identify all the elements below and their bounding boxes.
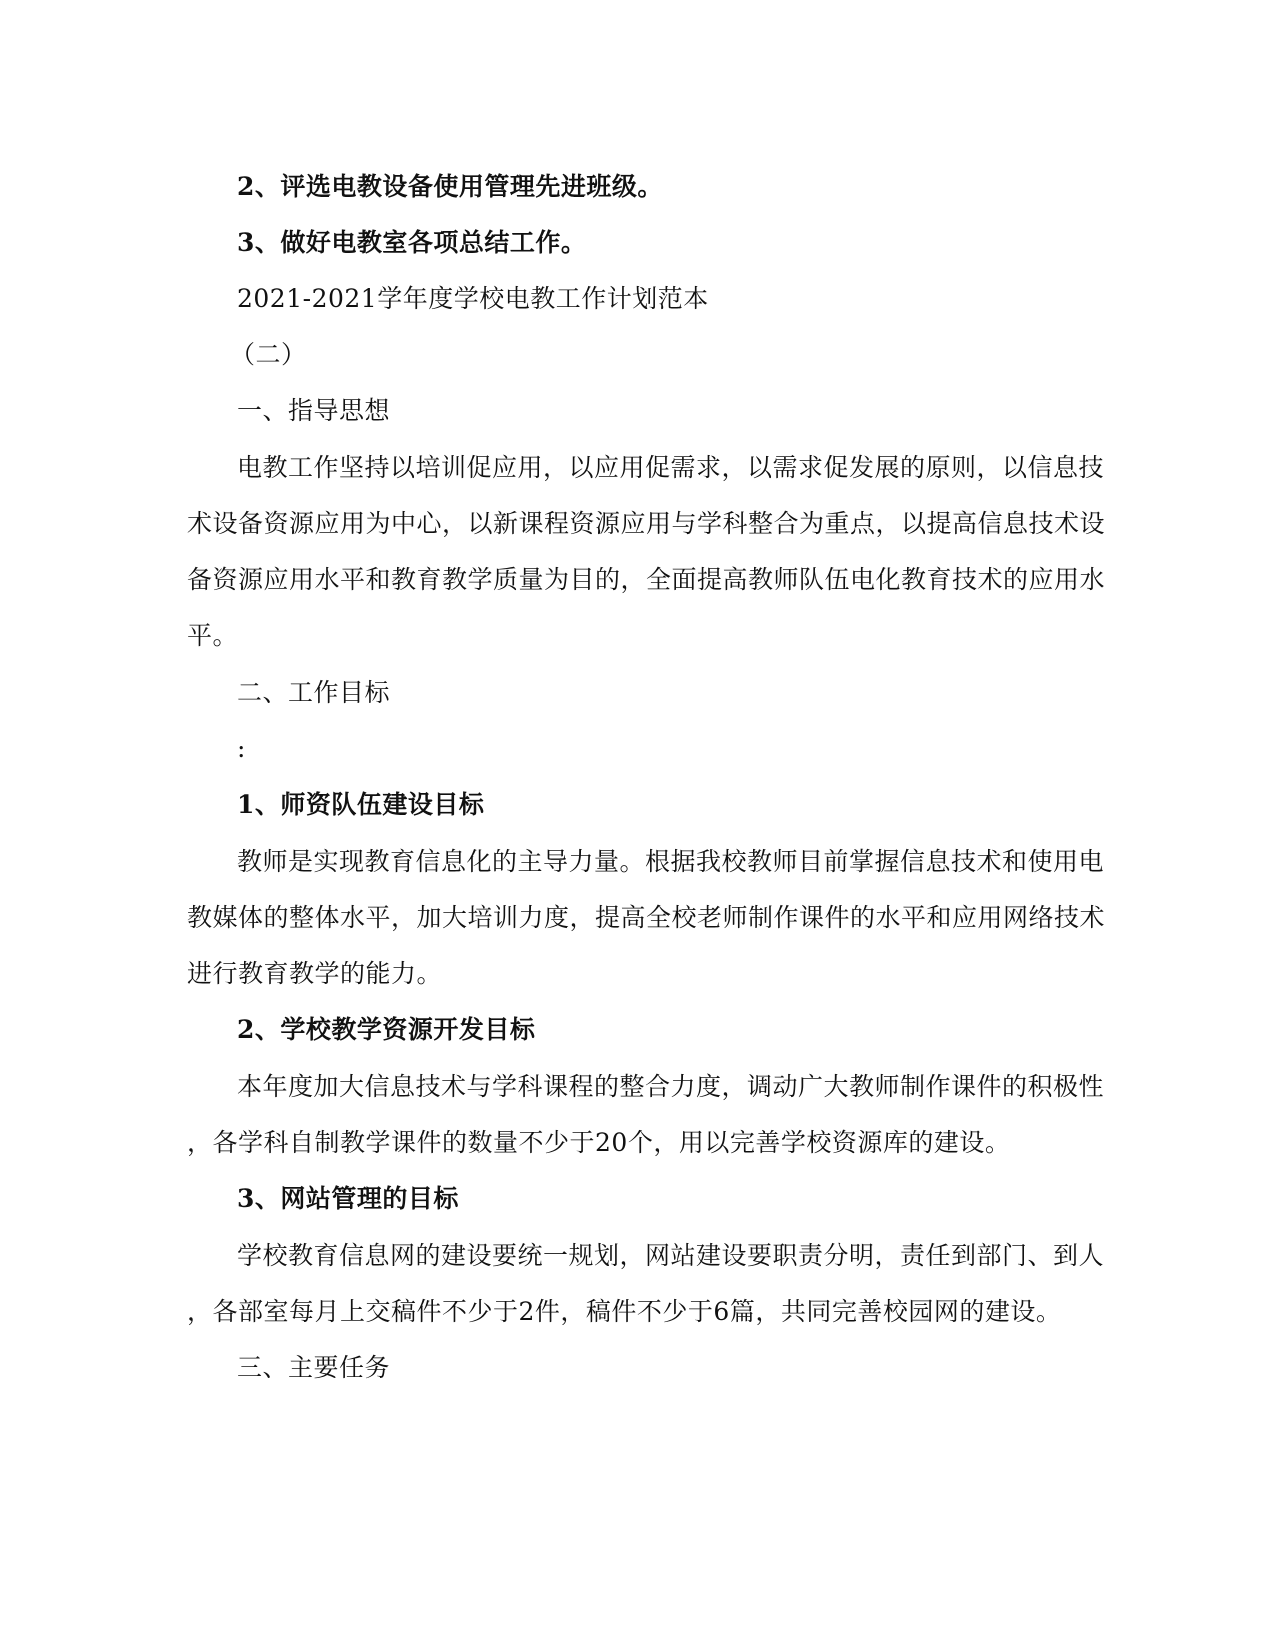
paragraph-line: 平。 <box>187 621 239 650</box>
list-item-select-advanced-class: 2、评选电教设备使用管理先进班级。 <box>237 172 663 201</box>
section-heading-main-tasks: 三、主要任务 <box>237 1353 391 1382</box>
paragraph-line: 学校教育信息网的建设要统一规划，网站建设要职责分明，责任到部门、到人 <box>237 1241 1105 1270</box>
paragraph-line: 备资源应用水平和教育教学质量为目的，全面提高教师队伍电化教育技术的应用水 <box>187 565 1106 594</box>
paragraph-line: ，各学科自制教学课件的数量不少于20个，用以完善学校资源库的建设。 <box>187 1128 1011 1157</box>
colon-line: : <box>237 734 246 763</box>
section-heading-guiding-ideology: 一、指导思想 <box>237 396 391 425</box>
paragraph-line: 进行教育教学的能力。 <box>187 959 443 988</box>
section-heading-work-goals: 二、工作目标 <box>237 678 391 707</box>
subheading-teacher-team-goal: 1、师资队伍建设目标 <box>237 790 485 819</box>
document-subtitle: （二） <box>230 340 307 369</box>
paragraph-line: ，各部室每月上交稿件不少于2件，稿件不少于6篇，共同完善校园网的建设。 <box>187 1297 1062 1326</box>
paragraph-line: 教师是实现教育信息化的主导力量。根据我校教师目前掌握信息技术和使用电 <box>237 847 1105 876</box>
subheading-website-management-goal: 3、网站管理的目标 <box>237 1184 459 1213</box>
paragraph-line: 电教工作坚持以培训促应用，以应用促需求，以需求促发展的原则，以信息技 <box>237 453 1105 482</box>
paragraph-line: 术设备资源应用为中心，以新课程资源应用与学科整合为重点，以提高信息技术设 <box>187 509 1106 538</box>
paragraph-line: 教媒体的整体水平，加大培训力度，提高全校老师制作课件的水平和应用网络技术 <box>187 903 1106 932</box>
paragraph-line: 本年度加大信息技术与学科课程的整合力度，调动广大教师制作课件的积极性 <box>237 1072 1105 1101</box>
list-item-summary-work: 3、做好电教室各项总结工作。 <box>237 228 587 257</box>
subheading-resource-development-goal: 2、学校教学资源开发目标 <box>237 1015 536 1044</box>
document-title: 2021-2021学年度学校电教工作计划范本 <box>237 284 709 313</box>
